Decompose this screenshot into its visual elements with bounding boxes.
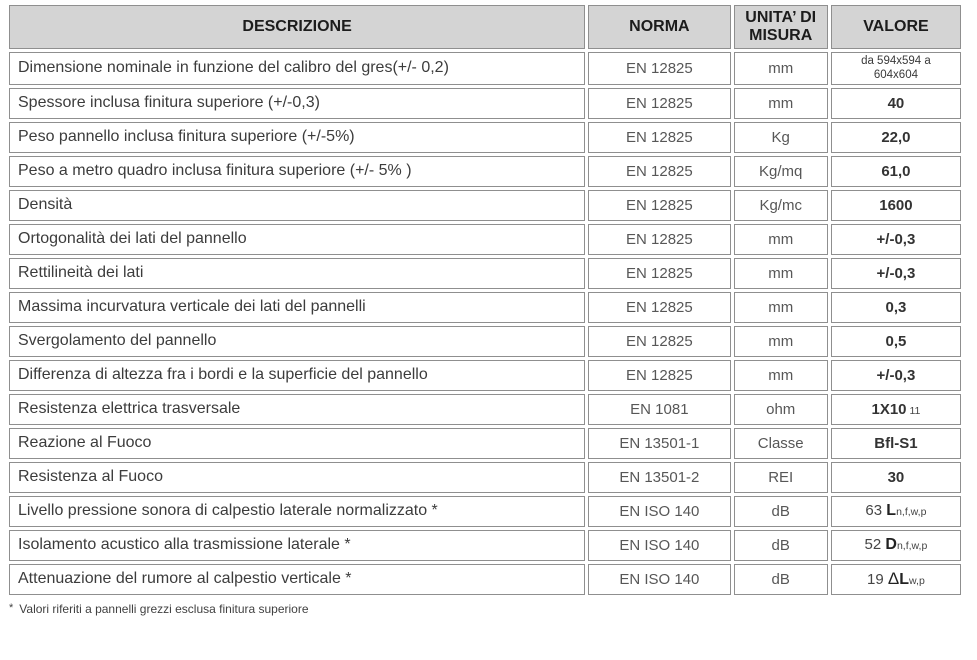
spec-row (9, 360, 961, 391)
spec-row (9, 224, 961, 255)
unit-cell: mm (734, 326, 828, 357)
unit-cell: REI (734, 462, 828, 493)
description-cell: Isolamento acustico alla trasmissione laterale * (9, 530, 585, 561)
value-cell (831, 428, 961, 459)
value-cell (831, 496, 961, 527)
norma-cell: EN 12825 (588, 156, 730, 187)
unit-cell: dB (734, 530, 828, 561)
value-cell (831, 122, 961, 153)
value-segment: +/-0,3 (876, 264, 916, 282)
header-row (9, 5, 961, 49)
value-segment: D (885, 536, 897, 554)
value-segment: da 594x594 a 604x604 (861, 55, 931, 82)
norma-cell: EN 12825 (588, 52, 730, 85)
description-cell: Attenuazione del rumore al calpestio verticale * (9, 564, 585, 595)
value-cell (831, 52, 961, 85)
spec-row (9, 156, 961, 187)
unit-cell: Kg (734, 122, 828, 153)
value-cell (831, 88, 961, 119)
footnote (9, 602, 977, 616)
value-segment: +/-0,3 (876, 230, 916, 248)
description-cell: Resistenza elettrica trasversale (9, 394, 585, 425)
spec-row (9, 122, 961, 153)
value-segment: L (886, 502, 897, 520)
unit-cell: mm (734, 360, 828, 391)
unit-cell: Classe (734, 428, 828, 459)
spec-row (9, 496, 961, 527)
value-cell (831, 258, 961, 289)
value-segment: 52 (864, 536, 886, 554)
unit-cell: mm (734, 224, 828, 255)
value-segment: 22,0 (881, 128, 911, 146)
value-cell (831, 156, 961, 187)
norma-cell: EN 12825 (588, 190, 730, 221)
value-segment: Δ (887, 569, 900, 589)
spec-row (9, 190, 961, 221)
description-cell: Reazione al Fuoco (9, 428, 585, 459)
value-cell (831, 292, 961, 323)
spec-row (9, 462, 961, 493)
column-header-unita-di-misura: UNITA’ DI MISURA (734, 5, 828, 49)
description-cell: Rettilineità dei lati (9, 258, 585, 289)
column-header-descrizione: DESCRIZIONE (9, 5, 585, 49)
value-cell (831, 530, 961, 561)
description-cell: Resistenza al Fuoco (9, 462, 585, 493)
value-segment: Bfl-S1 (874, 434, 918, 452)
value-segment: 11 (906, 404, 921, 417)
column-header-norma: NORMA (588, 5, 730, 49)
value-segment: 1X10 (871, 400, 907, 418)
column-header-valore: VALORE (831, 5, 961, 49)
value-segment: 63 (865, 502, 887, 520)
norma-cell: EN 13501-1 (588, 428, 730, 459)
spec-row (9, 394, 961, 425)
norma-cell: EN ISO 140 (588, 530, 730, 561)
value-segment: L (899, 571, 910, 589)
unit-cell: ohm (734, 394, 828, 425)
description-cell: Differenza di altezza fra i bordi e la superficie del pannello (9, 360, 585, 391)
value-segment: 19 (867, 571, 888, 589)
description-cell: Livello pressione sonora di calpestio laterale normalizzato * (9, 496, 585, 527)
description-cell: Svergolamento del pannello (9, 326, 585, 357)
description-cell: Spessore inclusa finitura superiore (+/-0,3) (9, 88, 585, 119)
spec-row (9, 258, 961, 289)
value-cell (831, 326, 961, 357)
value-segment: 1600 (879, 196, 913, 214)
unit-cell: dB (734, 496, 828, 527)
unit-cell: Kg/mq (734, 156, 828, 187)
description-cell: Densità (9, 190, 585, 221)
value-cell (831, 462, 961, 493)
norma-cell: EN 1081 (588, 394, 730, 425)
value-segment: 30 (887, 468, 905, 486)
spec-row (9, 52, 961, 85)
unit-cell: dB (734, 564, 828, 595)
table-body (9, 52, 961, 595)
norma-cell: EN 12825 (588, 326, 730, 357)
norma-cell: EN ISO 140 (588, 564, 730, 595)
value-cell (831, 360, 961, 391)
specifications-table (6, 2, 964, 598)
description-cell: Ortogonalità dei lati del pannello (9, 224, 585, 255)
value-segment: 0,5 (885, 332, 907, 350)
footnote-asterisk: * (9, 601, 14, 614)
norma-cell: EN 12825 (588, 88, 730, 119)
value-cell (831, 190, 961, 221)
spec-row (9, 326, 961, 357)
description-cell: Peso pannello inclusa finitura superiore (+/-5%) (9, 122, 585, 153)
value-segment: n,f,w,p (896, 506, 927, 519)
norma-cell: EN 12825 (588, 360, 730, 391)
value-segment: 0,3 (885, 298, 907, 316)
spec-row (9, 292, 961, 323)
unit-cell: mm (734, 52, 828, 85)
footnote-text: Valori riferiti a pannelli grezzi esclusa finitura superiore (19, 601, 309, 616)
norma-cell: EN 13501-2 (588, 462, 730, 493)
norma-cell: EN 12825 (588, 292, 730, 323)
spec-row (9, 530, 961, 561)
spec-row (9, 564, 961, 595)
unit-cell: mm (734, 88, 828, 119)
norma-cell: EN 12825 (588, 122, 730, 153)
value-segment: n,f,w,p (896, 540, 928, 553)
value-cell (831, 224, 961, 255)
value-cell (831, 394, 961, 425)
value-segment: +/-0,3 (876, 366, 916, 384)
norma-cell: EN ISO 140 (588, 496, 730, 527)
value-cell (831, 564, 961, 595)
spec-row (9, 88, 961, 119)
unit-cell: mm (734, 258, 828, 289)
norma-cell: EN 12825 (588, 224, 730, 255)
value-segment: 61,0 (881, 162, 911, 180)
value-segment: w,p (909, 575, 925, 588)
description-cell: Peso a metro quadro inclusa finitura superiore (+/- 5% ) (9, 156, 585, 187)
value-segment: 40 (887, 94, 905, 112)
unit-cell: mm (734, 292, 828, 323)
description-cell: Dimensione nominale in funzione del calibro del gres(+/- 0,2) (9, 52, 585, 85)
unit-cell: Kg/mc (734, 190, 828, 221)
description-cell: Massima incurvatura verticale dei lati del pannelli (9, 292, 585, 323)
spec-row (9, 428, 961, 459)
norma-cell: EN 12825 (588, 258, 730, 289)
